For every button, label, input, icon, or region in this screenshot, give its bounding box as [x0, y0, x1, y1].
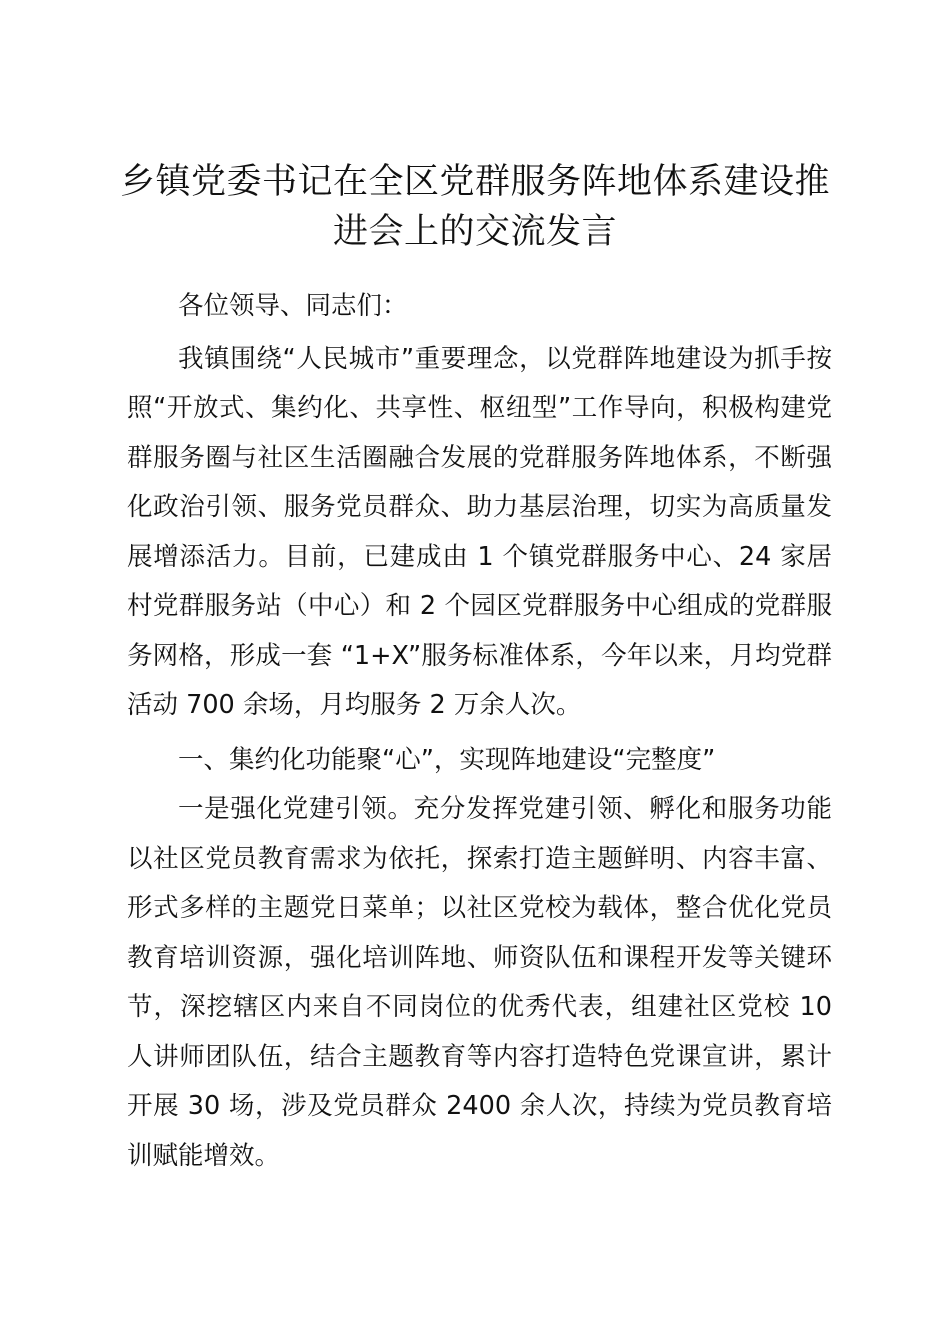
title-line-1: 乡镇党委书记在全区党群服务阵地体系建设推: [119, 162, 830, 202]
paragraph-party-building: 一是强化党建引领。充分发挥党建引领、孵化和服务功能以社区党员教育需求为依托，探索打造主题鲜明、内容丰富、形式多样的主题党日菜单；以社区党校为载体，整合优化党员教育培训资源，强化培训阵地、师资队伍和课程开发等关键环节，深挖辖区内来自不同岗位的优秀代表，组建社区党校 10 人讲师团队伍，结合主题教育等内容打造特色党课宣讲，累计开展 30 场，涉及党员群众 2400 余人次，持续为党员教育培训赋能增效。: [127, 794, 832, 1171]
salutation: 各位领导、同志们：: [178, 291, 408, 321]
title-line-2: 进会上的交流发言: [332, 212, 617, 252]
paragraph-intro: 我镇围绕“人民城市”重要理念，以党群阵地建设为抓手按照“开放式、集约化、共享性、枢纽型”工作导向，积极构建党群服务圈与社区生活圈融合发展的党群服务阵地体系，不断强化政治引领、服务党员群众、助力基层治理，切实为高质量发展增添活力。目前，已建成由 1 个镇党群服务中心、24 家居村党群服务站（中心）和 2 个园区党群服务中心组成的党群服务网格，形成一套 “1+X”服务标准体系，今年以来，月均党群活动 700 余场，月均服务 2 万余人次。: [127, 343, 832, 720]
document-body: [127, 282, 832, 1181]
document-title: [118, 157, 832, 257]
section-heading-1: 一、集约化功能聚“心”，实现阵地建设“完整度”: [178, 744, 716, 775]
